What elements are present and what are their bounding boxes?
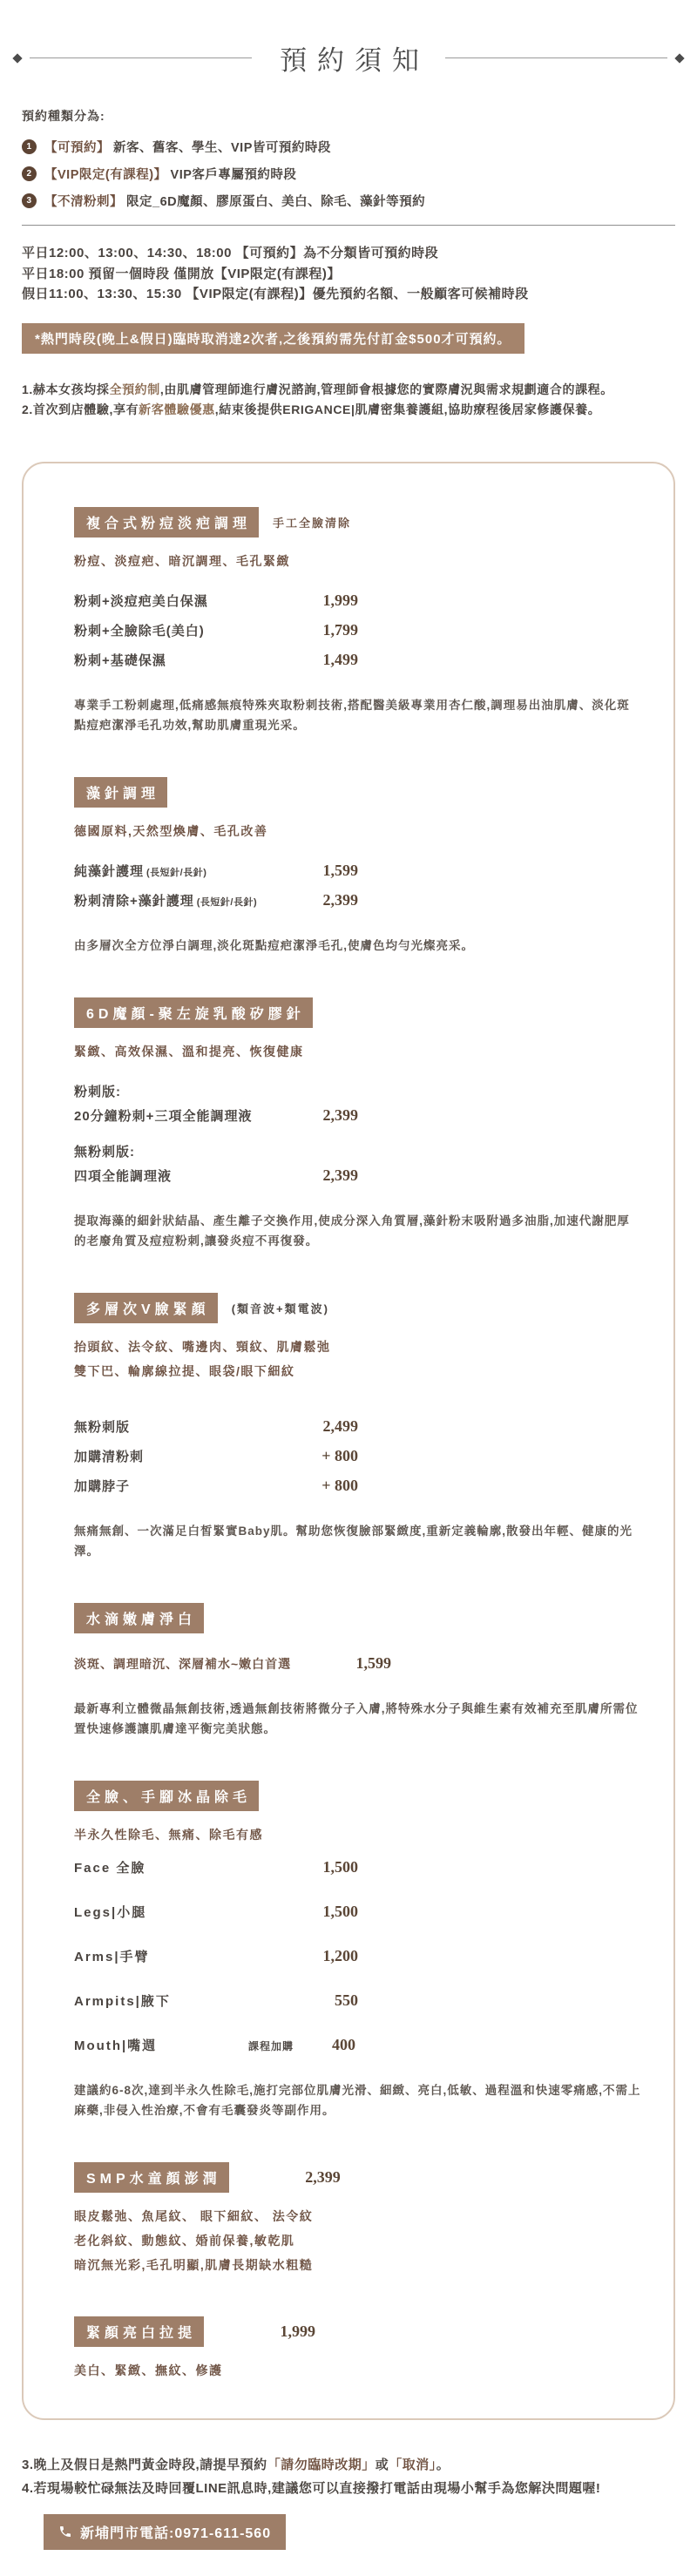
price-row: [74, 1858, 642, 1876]
section-price: 1,999: [280, 2322, 316, 2340]
item-note: (長短針/長針): [196, 896, 258, 908]
section-algae-needle: [74, 777, 642, 956]
price-groups: [74, 1082, 642, 1185]
price-row: [74, 1106, 642, 1125]
section-firming-brightening-lift: [74, 2316, 642, 2380]
booking-type-list: [22, 138, 675, 210]
section-subtitle: 緊緻、高效保濕、溫和提亮、恢復健康: [74, 1044, 304, 1058]
section-description: 專業手工粉刺處理,低痛感無痕特殊夾取粉刺技術,搭配醫美級專業用杏仁酸,調理易出油肌膚、淡化斑點痘疤潔淨毛孔功效,幫助肌膚重現光采。: [74, 698, 630, 732]
item-price: 2,399: [322, 890, 358, 909]
type-desc: 限定_6D魔顏、膠原蛋白、美白、除毛、藻針等預約: [126, 195, 426, 209]
section-badge: 水滴嫩膚淨白: [74, 1603, 204, 1633]
note-highlight: 「取消」: [389, 2457, 436, 2472]
list-item: [22, 138, 675, 156]
section-header: [74, 777, 642, 808]
price-row: [74, 2036, 642, 2054]
item-price: 1,999: [322, 591, 358, 609]
page-title: 預約須知: [280, 45, 430, 76]
section-description: 最新專利立體微晶無創技術,透過無創技術將微分子入膚,將特殊水分子與維生素有效補充至肌膚所需位置快速修護讓肌膚達平衡完美狀態。: [74, 1701, 639, 1735]
diamond-icon: [674, 53, 684, 63]
section-header: [74, 507, 642, 538]
price-row: [74, 1654, 642, 1673]
badge-note: 手工全臉清除: [273, 516, 352, 530]
divider: [22, 225, 675, 226]
section-subtitle: 眼皮鬆弛、魚尾紋、 眼下細紋、 法令紋: [74, 2208, 314, 2223]
note-text: ,由肌膚管理師進行膚況諮詢,管理師會根據您的實際膚況與需求規劃適合的課程。: [159, 382, 613, 396]
item-name: 純藻針護理: [74, 863, 145, 879]
item-label: [74, 862, 302, 880]
price-row: [74, 1477, 642, 1495]
section-header: [74, 2316, 642, 2347]
price-row: [74, 1947, 642, 1965]
note-text: 。: [436, 2457, 450, 2472]
item-price: 1,599: [355, 1653, 391, 1672]
section-subtitle: 抬頭紋、法令紋、嘴邊肉、頸紋、肌膚鬆弛: [74, 1339, 331, 1354]
header-rule-right: [445, 57, 667, 58]
section-ice-crystal-hair-removal: [74, 1781, 642, 2120]
group-heading: 無粉刺版:: [74, 1144, 135, 1160]
item-price: 1,499: [322, 650, 358, 668]
price-rows: [74, 1858, 642, 2054]
item-label: 20分鐘粉刺+三項全能調理液: [74, 1108, 253, 1124]
number-badge: 1: [22, 139, 37, 154]
item-label: Legs|小腿: [74, 1904, 147, 1920]
deposit-warning-banner: *熱門時段(晚上&假日)臨時取消達2次者,之後預約需先付訂金$500才可預約。: [22, 323, 524, 354]
item-price: 1,799: [322, 620, 358, 639]
item-price: 1,500: [322, 1857, 358, 1876]
section-header: [74, 1781, 642, 1811]
section-description: 建議約6-8次,達到半永久性除毛,施打完部位肌膚光滑、細緻、亮白,低敏、過程溫和快速零痛感,不需上麻藥,非侵入性治療,不會有毛囊發炎等副作用。: [74, 2083, 641, 2117]
note-text: 1.赫本女孩均採: [22, 382, 110, 396]
item-label: 粉刺+淡痘疤美白保濕: [74, 593, 208, 609]
item-price: 400: [332, 2035, 356, 2053]
section-header: [74, 997, 642, 1028]
note-line: [22, 400, 675, 420]
section-header: [74, 2162, 642, 2193]
section-subtitle: 美白、緊緻、撫紋、修護: [74, 2363, 223, 2377]
note-highlight: 全預約制: [109, 382, 160, 396]
section-header: [74, 1603, 642, 1633]
price-row: [74, 1991, 642, 2010]
section-subtitle: 德國原料,天然型煥膚、毛孔改善: [74, 823, 268, 838]
price-rows: [74, 1417, 642, 1495]
section-description: 提取海藻的細針狀結晶、產生離子交換作用,使成分深入角質層,藻針粉末吸附過多油脂,加速代謝肥厚的老廢角質及痘痘粉刺,讓發炎痘不再復發。: [74, 1214, 630, 1247]
note-text: 或: [375, 2457, 389, 2472]
section-description: 無痛無創、一次滿足白皙緊實Baby肌。幫助您恢復臉部緊緻度,重新定義輪廓,散發出年輕、健康的光澤。: [74, 1524, 633, 1558]
item-price: 1,200: [322, 1946, 358, 1964]
type-label: 【不清粉刺】: [44, 195, 123, 209]
price-row: [74, 651, 642, 669]
section-acne-treatment: [74, 507, 642, 735]
price-rows: [74, 862, 642, 909]
type-text: [44, 165, 296, 183]
item-price: 1,599: [322, 861, 358, 879]
section-badge: 全臉、手腳冰晶除毛: [74, 1781, 259, 1811]
item-label: Face 全臉: [74, 1860, 146, 1876]
type-text: [44, 138, 331, 156]
type-text: [44, 192, 425, 210]
types-intro: 預約種類分為:: [22, 109, 105, 123]
price-group: [74, 1142, 642, 1185]
section-v-face-firming: [74, 1293, 642, 1561]
number-badge: 3: [22, 193, 37, 208]
section-badge: SMP水童顏澎潤: [74, 2162, 229, 2193]
section-subtitle: 雙下巴、輪廓線拉提、眼袋/眼下細紋: [74, 1363, 295, 1378]
list-item: [22, 165, 675, 183]
price-row: [74, 862, 642, 880]
section-badge: 複合式粉痘淡疤調理: [74, 507, 259, 538]
section-description: 由多層次全方位淨白調理,淡化斑點痘疤潔淨毛孔,使膚色均勻光燦亮采。: [74, 938, 475, 952]
section-badge: 藻針調理: [74, 777, 167, 808]
note-text: 2.首次到店體驗,享有: [22, 402, 139, 416]
item-label: 加購脖子: [74, 1478, 131, 1494]
section-subtitle: 粉痘、淡痘疤、暗沉調理、毛孔緊緻: [74, 553, 290, 568]
type-desc: 新客、舊客、學生、VIP皆可預約時段: [113, 141, 331, 155]
note-highlight: 新客體驗優惠: [139, 402, 215, 416]
store-phone-button[interactable]: [44, 2514, 286, 2550]
note-line: [22, 380, 675, 400]
item-label: 加購清粉刺: [74, 1449, 145, 1464]
price-row: [74, 1166, 642, 1185]
item-note: (長短針/長針): [146, 867, 207, 878]
price-rows: [74, 592, 642, 669]
schedule-line: 假日11:00、13:30、15:30 【VIP限定(有課程)】優先預約名額、一般顧客可候補時段: [22, 287, 529, 301]
section-badge: 緊顏亮白拉提: [74, 2316, 204, 2347]
price-rows: [74, 1654, 642, 1673]
item-label: 粉刺+基礎保濕: [74, 652, 166, 668]
pre-notes: [22, 380, 675, 420]
note-text: 3.晚上及假日是熱門黃金時段,請提早預約: [22, 2457, 267, 2472]
section-badge: 多層次V臉緊顏: [74, 1293, 218, 1323]
item-label: Mouth|嘴週: [74, 2038, 158, 2053]
note-highlight: 「請勿臨時改期」: [267, 2457, 376, 2472]
price-row: [74, 1447, 642, 1465]
phone-button-label: 新埔門市電話:0971-611-560: [80, 2525, 272, 2541]
badge-note: (類音波+類電波): [231, 1302, 329, 1315]
item-label: [74, 891, 302, 909]
group-heading: 粉刺版:: [74, 1084, 121, 1099]
number-badge: 2: [22, 166, 37, 181]
type-label: 【VIP限定(有課程)】: [44, 168, 167, 182]
item-price: 2,499: [322, 1416, 358, 1435]
price-row: [74, 592, 642, 610]
type-label: 【可預約】: [44, 141, 110, 155]
item-label: 淡斑、調理暗沉、深層補水~嫩白首選: [74, 1656, 292, 1671]
item-label: 粉刺+全臉除毛(美白): [74, 623, 205, 639]
schedule-line: 平日18:00 預留一個時段 僅開放【VIP限定(有課程)】: [22, 266, 341, 281]
note-text: ,結束後提供ERIGANCE|肌膚密集養護組,協助療程後居家修護保養。: [214, 402, 601, 416]
header-rule-left: [30, 57, 252, 58]
item-name: 粉刺清除+藻針護理: [74, 893, 194, 909]
price-row: [74, 621, 642, 639]
item-price: + 800: [321, 1476, 358, 1494]
phone-icon: [58, 2525, 72, 2539]
item-label: 四項全能調理液: [74, 1168, 173, 1184]
section-subtitle: 暗沉無光彩,毛孔明顯,肌膚長期缺水粗糙: [74, 2257, 314, 2272]
item-price: 1,500: [322, 1902, 358, 1920]
item-price: 2,399: [322, 1105, 358, 1124]
schedule-line: 平日12:00、13:00、14:30、18:00 【可預約】為不分類皆可預約時段: [22, 246, 439, 260]
page-header: [0, 0, 697, 78]
section-price: 2,399: [305, 2167, 341, 2186]
section-smp-baby-face: [74, 2162, 642, 2275]
section-subtitle: 老化斜紋、動態紋、婚前保養,敏乾肌: [74, 2233, 295, 2248]
price-row: [74, 1417, 642, 1436]
item-label: Arms|手臂: [74, 1949, 150, 1964]
booking-rules: [0, 107, 697, 420]
item-price: 550: [335, 1991, 358, 2009]
section-subtitle: 半永久性除毛、無痛、除毛有感: [74, 1827, 263, 1842]
price-group: [74, 1082, 642, 1125]
price-row: [74, 891, 642, 909]
service-menu-card: [22, 462, 675, 2420]
section-water-drop-whitening: [74, 1603, 642, 1739]
section-6d-magic-face: [74, 997, 642, 1251]
page-footer: [0, 2453, 697, 2550]
section-badge: 6D魔顏-聚左旋乳酸矽膠針: [74, 997, 313, 1028]
footer-note: [22, 2453, 675, 2477]
price-row: [74, 1903, 642, 1921]
item-label: Armpits|腋下: [74, 1993, 171, 2009]
item-price: + 800: [321, 1446, 358, 1464]
type-desc: VIP客戶專屬預約時段: [170, 168, 297, 182]
footer-note: 4.若現場較忙碌無法及時回覆LINE訊息時,建議您可以直接撥打電話由現場小幫手為您解決問題喔!: [22, 2480, 601, 2496]
price-prefix-label: 課程加購: [248, 2039, 294, 2052]
diamond-icon: [12, 53, 22, 63]
section-header: [74, 1293, 642, 1323]
item-price: 2,399: [322, 1166, 358, 1184]
list-item: [22, 192, 675, 210]
item-label: 無粉刺版: [74, 1419, 131, 1435]
